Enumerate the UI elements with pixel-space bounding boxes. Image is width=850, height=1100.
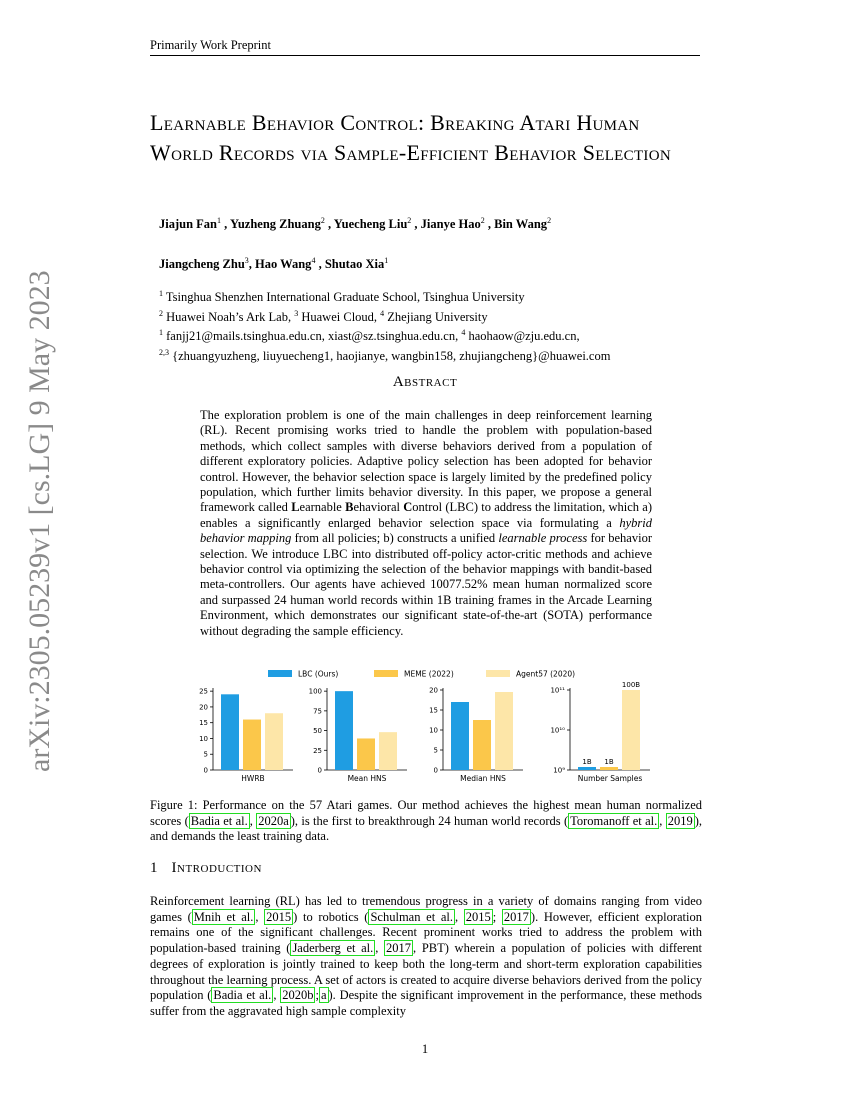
y-tick-label: 10	[199, 734, 208, 743]
author-affiliation-mark: 2	[320, 216, 325, 225]
author-line-1: Jiajun Fan$^1$ , Yuzheng Zhuang$^2$ , Yuecheng Liu$^2$ , Jianye Hao$^2$ , Bin Wang$^2$	[159, 216, 552, 232]
y-tick-label: 0	[433, 766, 438, 775]
affiliation-line-4: $^{2,3}$ {zhuangyuzheng, liuyuecheng1, haojianye, wangbin158, zhujiangcheng}@huawei.com	[159, 347, 611, 364]
y-tick-label: 0	[203, 766, 208, 775]
bar	[335, 691, 353, 770]
bar	[243, 720, 261, 770]
citation-link[interactable]: Jaderberg et al.	[292, 941, 374, 956]
x-axis-label: Number Samples	[577, 774, 643, 783]
author-name: Bin Wang	[494, 217, 548, 232]
y-tick-label: 25	[313, 746, 322, 755]
legend-swatch	[374, 670, 398, 677]
citation-link[interactable]: 2015	[465, 909, 491, 924]
y-tick-label: 5	[433, 746, 438, 755]
x-axis-label: Mean HNS	[347, 774, 387, 783]
author-line-2: Jiangcheng Zhu$^3$, Hao Wang$^4$ , Shutao Xia$^1$	[159, 256, 389, 272]
author-affiliation-mark: 2	[407, 216, 412, 225]
paper-title: Learnable Behavior Control: Breaking Atari Human World Records via Sample-Efficient Behavior Selection	[150, 110, 671, 165]
abstract-body: The exploration problem is one of the main challenges in deep reinforcement learning (RL). Recent promising works tried to handle the problem with population-based methods, which collect samples with diverse behaviors derived from a population of different exploratory policies. Adaptive policy selection has been adopted for behavior control. However, the behavior selection space is largely limited by the predefined policy population, which further limits behavior diversity. In this paper, we propose a general framework called Learnable Behavioral Control (LBC) to address the limitation, which a) enables a significantly enlarged behavior selection space via formulating a hybrid behavior mapping from all policies; b) constructs a unified learnable process for behavior selection. We introduce LBC into distributed off-policy actor-critic methods and achieve behavior control via optimizing the selection of the behavior mappings with bandit-based meta-controllers. Our agents have achieved 10077.52% mean human normalized score and surpassed 24 human world records within 1B training frames in the Arcade Learning Environment, which demonstrates our significant state-of-the-art (SOTA) performance without degrading the sample efficiency.	[200, 408, 653, 638]
citation-link[interactable]: Badia et al.	[213, 988, 272, 1003]
author-name: Yuecheng Liu	[333, 217, 408, 232]
affiliations	[159, 286, 610, 365]
author-name: Hao Wang	[255, 257, 312, 272]
y-tick-label: 5	[203, 750, 208, 759]
legend-swatch	[268, 670, 292, 677]
author-affiliation-mark: 1	[217, 216, 222, 225]
y-tick-label: 10⁹	[553, 766, 565, 775]
bar	[600, 767, 618, 770]
x-axis-label: HWRB	[241, 774, 265, 783]
bar	[357, 738, 375, 770]
author-affiliation-mark: 2	[547, 216, 552, 225]
y-tick-label: 100	[308, 687, 322, 696]
bar	[622, 690, 640, 770]
citation-link[interactable]: 2020a	[258, 813, 289, 828]
y-tick-label: 20	[199, 703, 208, 712]
arxiv-stamp: arXiv:2305.05239v1 [cs.LG] 9 May 2023	[23, 270, 56, 772]
section-heading: 1 Introduction	[150, 860, 262, 876]
citation-link[interactable]: 2019	[667, 813, 693, 828]
citation-link[interactable]: Toromanoff et al.	[570, 813, 658, 828]
citation-link[interactable]: 2020b	[282, 988, 314, 1003]
author-name: Jiajun Fan	[159, 217, 218, 232]
y-tick-label: 25	[199, 687, 208, 696]
bar	[495, 692, 513, 770]
abstract-heading: Abstract	[392, 374, 458, 390]
citation-link[interactable]: 2017	[503, 909, 529, 924]
author-affiliation-mark: 4	[311, 256, 316, 265]
legend-label: LBC (Ours)	[298, 669, 339, 679]
bar-label: 1B	[582, 758, 592, 766]
y-tick-label: 15	[429, 706, 438, 715]
bar	[473, 720, 491, 770]
author-affiliation-mark: 1	[384, 256, 389, 265]
author-name: Shutao Xia	[324, 257, 385, 272]
author-name: Jianye Hao	[420, 217, 481, 232]
author-affiliation-mark: 3	[244, 256, 249, 265]
introduction-body: Reinforcement learning (RL) has led to tremendous progress in a variety of domains ranging from video games ( Mnih et al. , 2015 ) to robotics ( Schulman et al. , 2015 ; 2017 ). However, efficient exploration remains one of the significant challenges. Recent prominent works tried to address the problem with population-based training ( Jaderberg et al. , 2017 , PBT) wherein a population of policies with different degrees of exploration is jointly trained to keep both the long-term and short-term exploration capabilities throughout the learning process. A set of actors is created to acquire diverse behaviors derived from the policy population ( Badia et al. , 2020b ; a ). Despite the significant improvement in the performance, these methods suffer from the aggravated high sample complexity	[150, 894, 703, 1018]
legend-label: MEME (2022)	[404, 669, 454, 679]
author-name: Yuzheng Zhuang	[229, 217, 321, 232]
citation-link[interactable]: a	[320, 988, 327, 1003]
bar	[265, 713, 283, 770]
author-affiliation-mark: 2	[480, 216, 485, 225]
bar	[451, 702, 469, 770]
citation-link[interactable]: 2015	[266, 909, 292, 924]
bar	[578, 767, 596, 770]
citation-link[interactable]: Mnih et al.	[193, 909, 254, 924]
figure-1-charts	[190, 664, 660, 784]
citation-link[interactable]: Schulman et al.	[370, 909, 453, 924]
y-tick-label: 10	[429, 726, 438, 735]
citation-link[interactable]: 2017	[386, 941, 412, 956]
y-tick-label: 15	[199, 719, 208, 728]
author-name: Jiangcheng Zhu	[159, 257, 245, 272]
y-tick-label: 0	[317, 766, 322, 775]
figure-caption: Figure 1: Performance on the 57 Atari games. Our method achieves the highest mean human normalized scores ( Badia et al. , 2020a ), is the first to breakthrough 24 human world records ( Toromanoff et al. , 2019 ), and demands the least training data.	[150, 798, 703, 844]
running-header: Primarily Work Preprint	[150, 38, 700, 56]
y-tick-label: 75	[313, 707, 322, 716]
y-tick-label: 10¹⁰	[550, 726, 565, 735]
legend-label: Agent57 (2020)	[516, 669, 576, 679]
legend-swatch	[486, 670, 510, 677]
affiliation-line-3: $^1$ fanjj21@mails.tsinghua.edu.cn, xiast@sz.tsinghua.edu.cn, $^4$ haohaow@zju.edu.cn,	[159, 328, 580, 344]
y-tick-label: 10¹¹	[550, 686, 565, 695]
bar-label: 100B	[621, 681, 641, 689]
affiliation-line-2: $^2$ Huawei Noah’s Ark Lab, $^3$ Huawei Cloud, $^4$ Zhejiang University	[159, 308, 488, 324]
y-tick-label: 20	[429, 686, 438, 695]
y-tick-label: 50	[313, 727, 322, 736]
affiliation-line-1: $^1$ Tsinghua Shenzhen International Graduate School, Tsinghua University	[159, 289, 525, 305]
bar-label: 1B	[604, 758, 614, 766]
x-axis-label: Median HNS	[460, 774, 506, 783]
bar	[379, 732, 397, 770]
page-number: 1	[421, 1042, 429, 1056]
citation-link[interactable]: Badia et al.	[190, 813, 248, 828]
bar	[221, 694, 239, 770]
